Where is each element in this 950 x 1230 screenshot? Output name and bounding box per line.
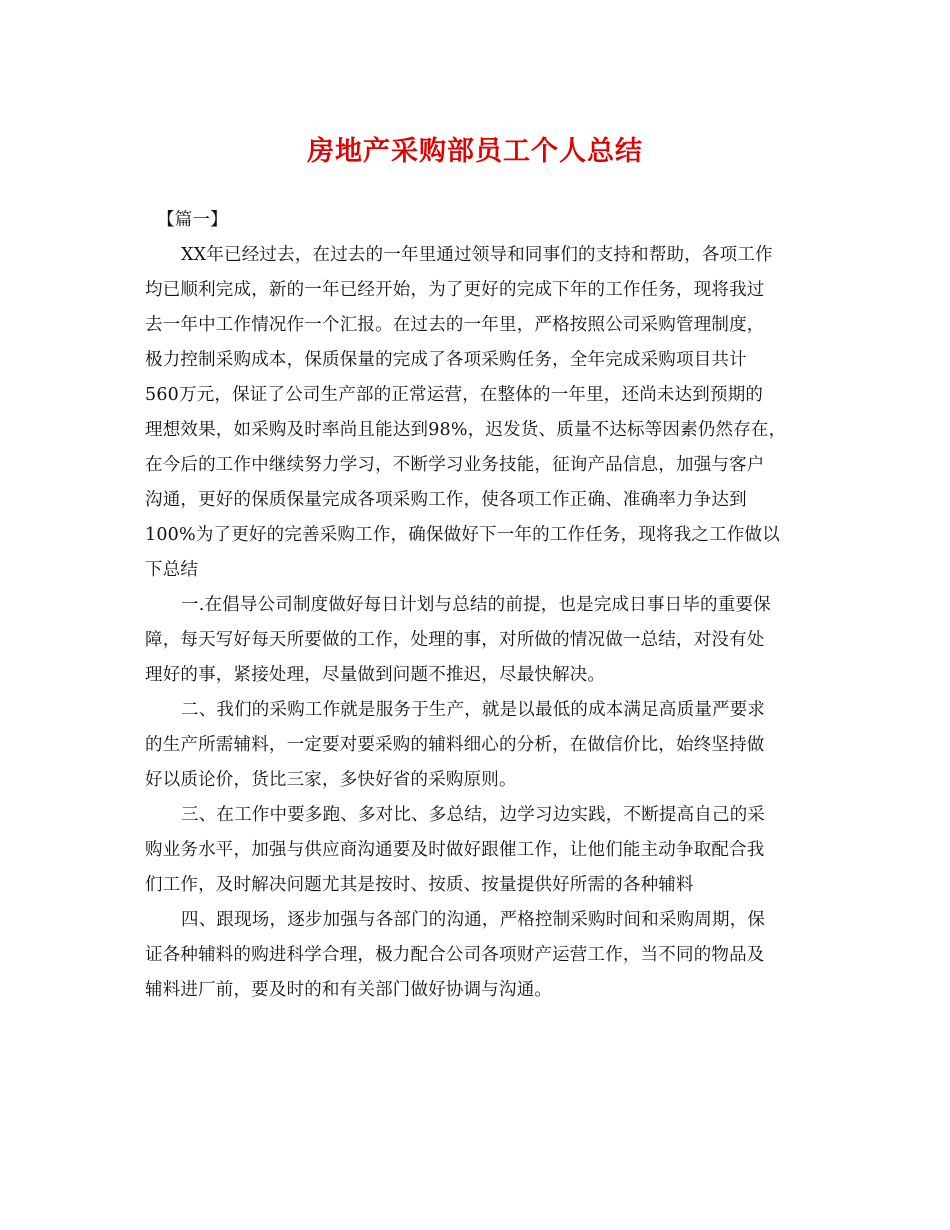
paragraph-line: 在今后的工作中继续努力学习，不断学习业务技能，征询产品信息，加强与客户 (145, 455, 765, 475)
paragraph-line: 好以质论价，货比三家，多快好省的采购原则。 (145, 770, 517, 790)
document-title: 房地产采购部员工个人总结 (307, 136, 643, 167)
paragraph-line: XX年已经过去，在过去的一年里通过领导和同事们的支持和帮助，各项工作 (181, 245, 773, 265)
paragraph-line: 560万元，保证了公司生产部的正常运营，在整体的一年里，还尚未达到预期的 (145, 385, 764, 405)
paragraph-line: 购业务水平，加强与供应商沟通要及时做好跟催工作，让他们能主动争取配合我 (145, 840, 765, 860)
paragraph (145, 903, 810, 1008)
paragraph (145, 798, 810, 903)
paragraph-line: 下总结 (145, 560, 199, 580)
paragraph-line: 的生产所需辅料，一定要对要采购的辅料细心的分析，在做信价比，始终坚持做 (145, 735, 765, 755)
paragraph-line: 极力控制采购成本，保质保量的完成了各项采购任务，全年完成采购项目共计 (145, 350, 747, 370)
paragraph (145, 588, 810, 693)
paragraph-line: 一.在倡导公司制度做好每日计划与总结的前提，也是完成日事日毕的重要保 (181, 595, 771, 615)
paragraph-line: 证各种辅料的购进科学合理，极力配合公司各项财产运营工作，当不同的物品及 (145, 945, 765, 965)
section-label: 【篇一】 (157, 210, 228, 230)
paragraph-line: 理好的事，紧接处理，尽量做到问题不推迟，尽最快解决。 (145, 665, 606, 685)
paragraph (145, 238, 810, 588)
paragraph-line: 100%为了更好的完善采购工作，确保做好下一年的工作任务，现将我之工作做以 (145, 525, 780, 545)
paragraph (145, 693, 810, 798)
paragraph-line: 去一年中工作情况作一个汇报。在过去的一年里，严格按照公司采购管理制度， (145, 315, 765, 335)
paragraph-line: 辅料进厂前，要及时的和有关部门做好协调与沟通。 (145, 980, 553, 1000)
paragraph-line: 沟通，更好的保质保量完成各项采购工作，使各项工作正确、准确率力争达到 (145, 490, 747, 510)
paragraph-line: 二、我们的采购工作就是服务于生产，就是以最低的成本满足高质量严要求 (181, 700, 766, 720)
paragraph-line: 四、跟现场，逐步加强与各部门的沟通，严格控制采购时间和采购周期，保 (181, 910, 766, 930)
paragraph-line: 们工作，及时解决问题尤其是按时、按质、按量提供好所需的各种辅料 (145, 875, 694, 895)
paragraph-line: 均已顺利完成，新的一年已经开始，为了更好的完成下年的工作任务，现将我过 (145, 280, 765, 300)
document-body (145, 203, 810, 1008)
paragraph-line: 障，每天写好每天所要做的工作，处理的事，对所做的情况做一总结，对没有处 (145, 630, 765, 650)
paragraph-line: 理想效果，如采购及时率尚且能达到98%，迟发货、质量不达标等因素仍然存在， (145, 420, 787, 440)
paragraph-line: 三、在工作中要多跑、多对比、多总结，边学习边实践，不断提高自己的采 (181, 805, 766, 825)
